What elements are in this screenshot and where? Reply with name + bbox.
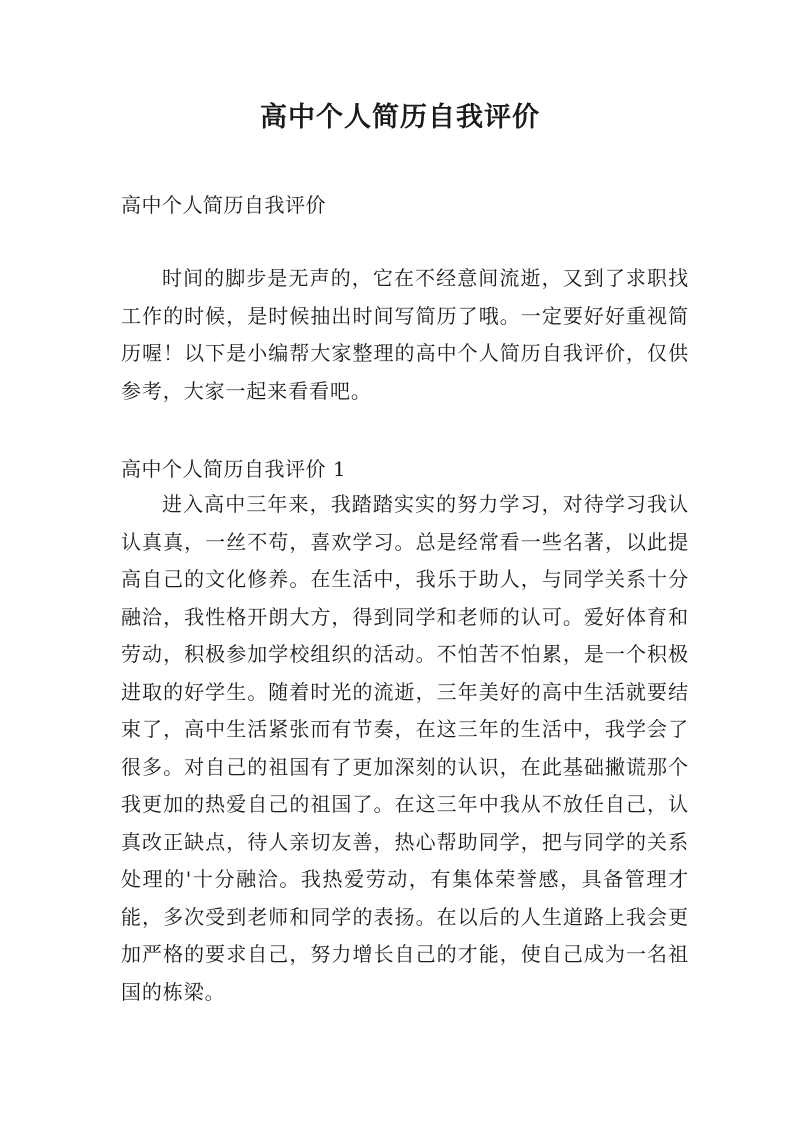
- document-subtitle: 高中个人简历自我评价: [121, 193, 326, 217]
- section-heading: 高中个人简历自我评价 1: [121, 457, 347, 481]
- section-body-paragraph: 进入高中三年来，我踏踏实实的努力学习，对待学习我认认真真，一丝不苟，喜欢学习。总是经常看一些名著，以此提高自己的文化修养。在生活中，我乐于助人，与同学关系十分融洽，我性格开朗大方，得到同学和老师的认可。爱好体育和劳动，积极参加学校组织的活动。不怕苦不怕累，是一个积极进取的好学生。随着时光的流逝，三年美好的高中生活就要结束了，高中生活紧张而有节奏，在这三年的生活中，我学会了很多。对自己的祖国有了更加深刻的认识，在此基础撇谎那个我更加的热爱自己的祖国了。在这三年中我从不放任自己，认真改正缺点，待人亲切友善，热心帮助同学，把与同学的关系处理的'十分融洽。我热爱劳动，有集体荣誉感，具备管理才能，多次受到老师和同学的表扬。在以后的人生道路上我会更加严格的要求自己，努力增长自己的才能，使自己成为一名祖国的栋梁。: [121, 492, 689, 1004]
- document-title: 高中个人简历自我评价: [260, 102, 540, 133]
- intro-paragraph: 时间的脚步是无声的，它在不经意间流逝，又到了求职找工作的时候，是时候抽出时间写简历了哦。一定要好好重视简历喔！以下是小编帮大家整理的高中个人简历自我评价，仅供参考，大家一起来看看吧。: [121, 266, 689, 403]
